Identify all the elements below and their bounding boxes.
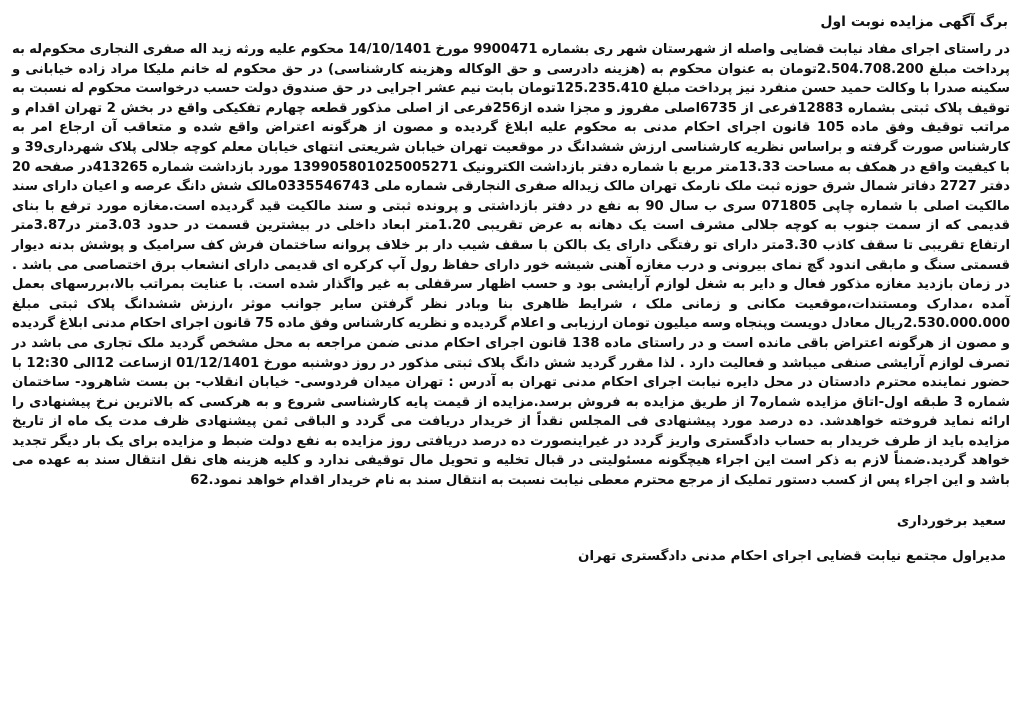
notice-title: برگ آگهی مزایده نوبت اول xyxy=(820,14,1008,30)
signatory-name: سعید برخورداری xyxy=(896,513,1006,529)
signatory-title: مدیراول مجتمع نیابت قضایی اجرای احکام مدنی دادگستری تهران xyxy=(578,548,1006,564)
notice-body-text: در راستای اجرای مفاد نیابت قضایی واصله از شهرستان شهر ری بشماره 9900471 مورخ 14/10/1401 محکوم علیه ورثه زید اله صفری النجاری محکوم‌له به پرداخت مبلغ 2.504.708.200تومان به عنوان محکوم به (هزینه دادرسی و حق الوکاله وهزینه کارشناسی) در حق محکوم له خانم ملیکا مراد زاده خیابانی و سکینه صدرا با وکالت حمید حسن منفرد نیز پرداخت مبلغ 125.235.410تومان بابت نیم عشر اجرایی در حق صندوق دولت حسب درخواست محکوم له نسبت به توقیف پلاک ثبتی بشماره 12883فرعی از 6735اصلی مفروز و مجزا شده از256فرعی از اصلی مذکور قطعه چهارم تفکیکی واقع در بخش 2 تهران اقدام و مراتب توقیف وفق ماده 105 قانون اجرای احکام مدنی به محکوم علیه ابلاغ گردیده و مصون از هرگونه اعتراض واقع شده و متعاقب آن ارجاع امر به کارشناس صورت گرفته و براساس نظریه کارشناسی ارزش ششدانگ در موقعیت تهران خیابان شریعتی انتهای خیابان معلم کوچه جلالی پلاک شهرداری39 و با کیفیت واقع در همکف به مساحت 13.33متر مربع با شماره دفتر بازداشت الکترونیک 139905801025005271 مورد بازداشت شماره 413265در صفحه 20 دفتر 2727 دفاتر شمال شرق حوزه ثبت ملک نارمک تهران مالک زیداله صفری النجارقی شماره ملی 0335546743مالک شش دانگ عرصه و اعیان دارای سند مالکیت اصلی با شماره چاپی 071805 سری ب سال 90 به نفع در دفتر بازداشتی و پرونده ثبتی و سند مالکیت قید گردیده است.مغازه مورد ترفع با بنای قدیمی که از سمت جنوب به کوچه جلالی مشرف است یک دهانه به عرض تقریبی 1.20متر ابعاد داخلی در بیشترین قسمت در حدود 3.03متر در3.87متر ارتفاع تقریبی تا سقف کاذب 3.30متر دارای تو رفتگی دارای یک بالکن با سقف شیب دار بر خلاف پروانه ساختمان فرش کف سرامیک و پوشش بدنه دیوار قسمتی سنگ و مابقی اندود گچ نمای بیرونی و درب مغازه آهنی شیشه خور دارای حفاظ رول آپ کرکره ای قدیمی دارای انشعاب برق اختصاصی می باشد . در زمان بازدید مغازه مذکور فعال و دایر به شغل لوازم آرایشی بود و حسب اظهار سرقفلی به غیر واگذار شده است. با عنایت بمراتب بالا،بررسهای بعمل آمده ،مدارک ومستندات،موقعیت مکانی و زمانی ملک ، شرایط ظاهری بنا وبادر نظر گرفتن سایر جوانب موثر ،ارزش ششدانگ پلاک ثبتی مبلغ 2.530.000.000ریال معادل دویست وپنجاه وسه میلیون تومان ارزیابی و اعلام گردیده و نظریه کارشناس وفق ماده 75 قانون اجرای احکام مدنی ابلاغ گردیده و مصون از هرگونه اعتراض باقی مانده است و در راستای ماده 138 قانون اجرای احکام مدنی ضمن مراجعه به محل مشخص گردید ملک تجاری می باشد در تصرف لوازم آرایشی صنفی میباشد و فعالیت دارد . لذا مقرر گردید شش دانگ پلاک ثبتی مذکور در روز دوشنبه مورخ 01/12/1401 ازساعت 12الی 12:30 با حضور نماینده محترم دادستان در محل دایره نیابت اجرای احکام مدنی تهران به آدرس : تهران میدان فردوسی- خیابان انقلاب- بن بست شاهرود- ساختمان شماره 3 طبقه اول-اتاق مزایده شماره7 از طریق مزایده به فروش برسد.مزایده از قیمت پایه کارشناسی شروع و به هرکسی که بالاترین نرخ پیشنهادی را ارائه نماید فروخته خواهدشد. ده درصد مورد پیشنهادی فی المجلس نقداً از خریدار دریافت می گردد و الباقی ثمن پیشنهادی ظرف مدت یک ماه از تاریخ مزایده باید از طرف خریدار به حساب دادگستری واریز گردد در غیراینصورت ده درصد دریافتی روز مزایده به نفع دولت ضبط و مزایده برای یک بار دیگر تجدید خواهد گردید.ضمناً لازم به ذکر است این اجراء هیچگونه مسئولیتی در قبال تخلیه و تحویل مال توقیفی ندارد و کلیه هزینه های نقل انتقال سند به عهده می باشد و این اجراء پس از کسب دستور تملیک از مرجع محترم معطی نیابت نسبت به انتقال سند به نام خریدار اقدام خواهد نمود.62 xyxy=(12,42,1011,489)
